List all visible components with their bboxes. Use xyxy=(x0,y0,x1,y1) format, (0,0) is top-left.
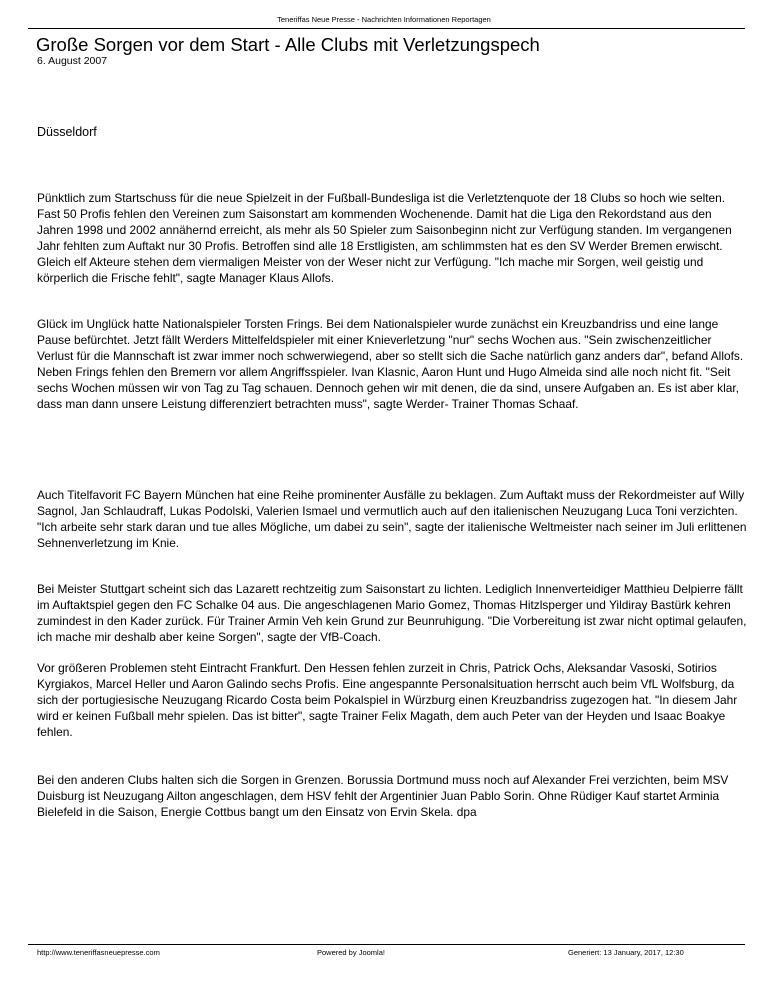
article-title: Große Sorgen vor dem Start - Alle Clubs mit Verletzungspech xyxy=(36,34,540,55)
footer-powered-by: Powered by Joomla! xyxy=(317,948,385,957)
article-paragraph: Vor größeren Problemen steht Eintracht Frankfurt. Den Hessen fehlen zurzeit in Chris, Patrick Ochs, Aleksandar Vasoski, Sotirios Kyrgiakos, Marcel Heller und Aaron Galindo sechs Profis. Eine angespannte Personalsituation herrscht auch beim VfL Wolfsburg, da sich der portugiesische Neuzugang Ricardo Costa beim Pokalspiel in Würzburg einen Kreuzbandriss zugezogen hat. "In diesem Jahr wird er keinen Fußball mehr spielen. Das ist bitter", sagte Trainer Felix Magath, dem auch Peter van der Heyden und Isaac Boakye fehlen. xyxy=(37,661,738,739)
article-dateline: Düsseldorf xyxy=(37,125,97,139)
footer-divider xyxy=(28,944,745,945)
header-divider xyxy=(28,28,745,29)
article-paragraph: Bei Meister Stuttgart scheint sich das Lazarett rechtzeitig zum Saisonstart zu lichten. Lediglich Innenverteidiger Matthieu Delpierre fällt im Auftaktspiel gegen den FC Schalke 04 aus. Die angeschlagenen Mario Gomez, Thomas Hitzlsperger und Yildiray Bastürk kehren zumindest in den Kader zurück. Für Trainer Armin Veh kein Grund zur Beunruhigung. "Die Vorbereitung ist zwar nicht optimal gelaufen, ich mache mir deshalb aber keine Sorgen", sagte der VfB-Coach. xyxy=(37,582,747,644)
article-date: 6. August 2007 xyxy=(37,55,108,67)
article-paragraph: Glück im Unglück hatte Nationalspieler Torsten Frings. Bei dem Nationalspieler wurde zunächst ein Kreuzbandriss und eine lange Pause befürchtet. Jetzt fällt Werders Mittelfeldspieler mit einer Knieverletzung "nur" sechs Wochen aus. "Sein zwischenzeitlicher Verlust für die Mannschaft ist zwar immer noch schwerwiegend, aber so stellt sich die Sache natürlich ganz anders dar", befand Allofs. Neben Frings fehlen den Bremern vor allem Angriffsspieler. Ivan Klasnic, Aaron Hunt und Hugo Almeida sind alle noch nicht fit. "Seit sechs Wochen müssen wir von Tag zu Tag schauen. Dennoch gehen wir mit denen, die da sind, unsere Aufgaben an. Es ist aber klar, dass man dann unsere Leistung differenziert betrachten muss", sagte Werder- Trainer Thomas Schaaf. xyxy=(37,317,744,411)
article-paragraph: Pünktlich zum Startschuss für die neue Spielzeit in der Fußball-Bundesliga ist die Verletztenquote der 18 Clubs so hoch wie selten. Fast 50 Profis fehlen den Vereinen zum Saisonstart am kommenden Wochenende. Damit hat die Liga den Rekordstand aus den Jahren 1998 und 2002 annähernd erreicht, als mehr als 50 Spieler zum Saisonbeginn nicht zur Verfügung standen. Im vergangenen Jahr fehlten zum Auftakt nur 30 Profis. Betroffen sind alle 18 Erstligisten, am schlimmsten hat es den SV Werder Bremen erwischt. Gleich elf Akteure stehen dem viermaligen Meister von der Weser nicht zur Verfügung. "Ich mache mir Sorgen, weil geistig und körperlich die Frische fehlt", sagte Manager Klaus Allofs. xyxy=(37,191,732,285)
footer-url-link[interactable]: http://www.teneriffasneuepresse.com xyxy=(37,948,160,957)
article-paragraph: Auch Titelfavorit FC Bayern München hat eine Reihe prominenter Ausfälle zu beklagen. Zum Auftakt muss der Rekordmeister auf Willy Sagnol, Jan Schlaudraff, Lukas Podolski, Valerien Ismael und vermutlich auch auf den italienischen Neuzugang Luca Toni verzichten. "Ich arbeite sehr stark daran und tue alles Mögliche, um dabei zu sein", sagte der italienische Weltmeister nach seiner im Juli erlittenen Sehnenverletzung im Knie. xyxy=(37,488,747,550)
footer-generated-timestamp: Generiert: 13 January, 2017, 12:30 xyxy=(568,948,684,957)
article-paragraph: Bei den anderen Clubs halten sich die Sorgen in Grenzen. Borussia Dortmund muss noch auf Alexander Frei verzichten, beim MSV Duisburg ist Neuzugang Ailton angeschlagen, dem HSV fehlt der Argentinier Juan Pablo Sorin. Ohne Rüdiger Kauf startet Arminia Bielefeld in die Saison, Energie Cottbus bangt um den Einsatz von Ervin Skela. dpa xyxy=(37,773,729,819)
site-header-title: Teneriffas Neue Presse - Nachrichten Informationen Reportagen xyxy=(277,15,491,24)
